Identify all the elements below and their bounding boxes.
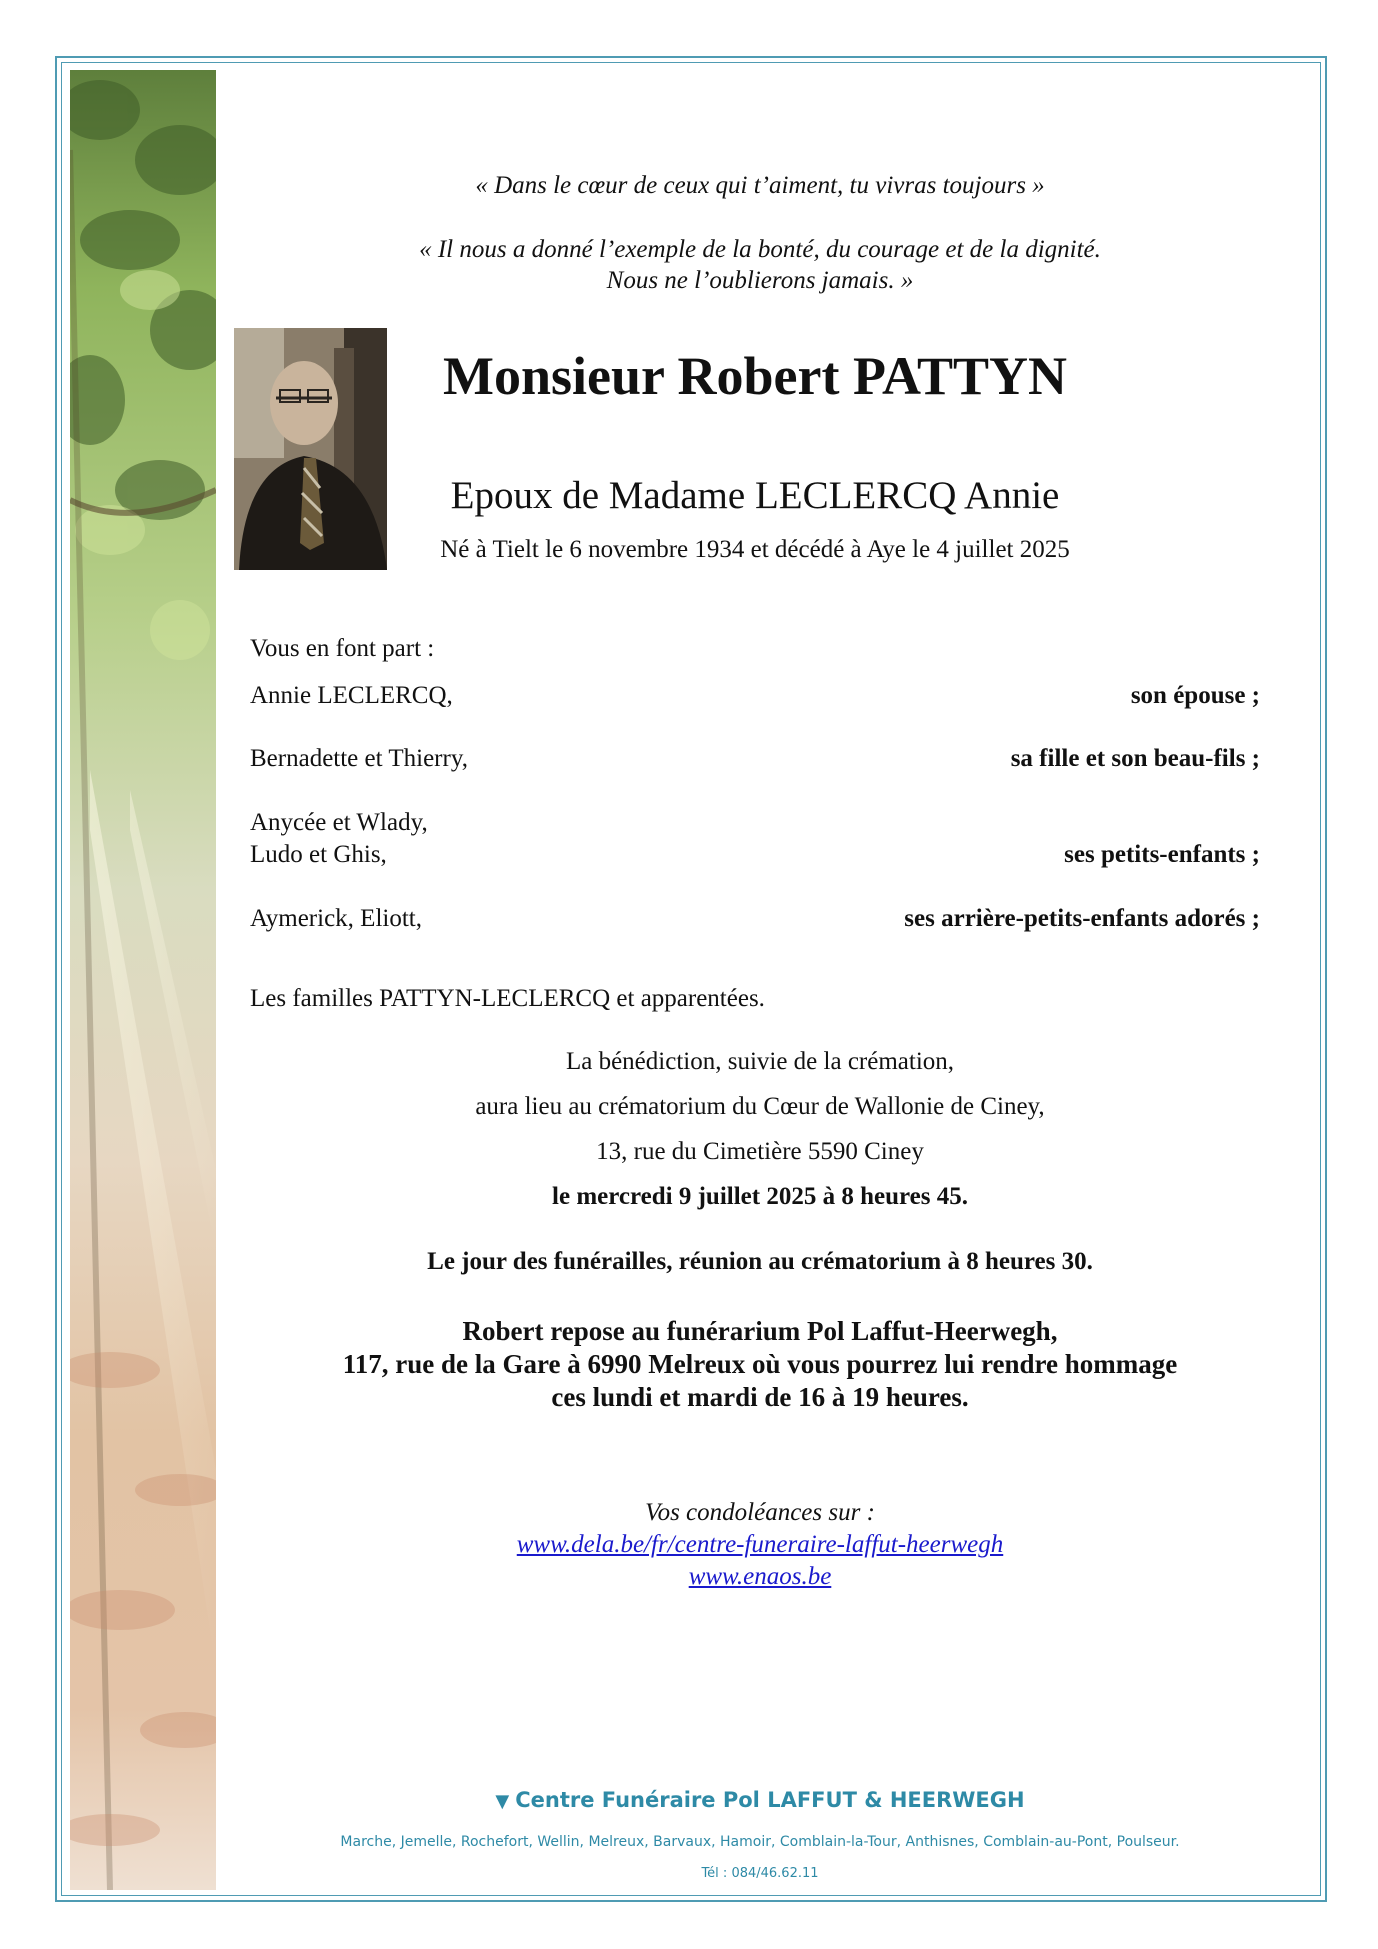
forest-path-image (70, 70, 216, 1890)
ceremony-line2: aura lieu au crématorium du Cœur de Wallonie de Ciney, (475, 1093, 1045, 1120)
family-member: Bernadette et Thierry, (250, 745, 468, 772)
spouse-line: Epoux de Madame LECLERCQ Annie (450, 474, 1060, 517)
condolences-block (250, 1497, 1270, 1593)
quote-one: « Dans le cœur de ceux qui t’aiment, tu vivras toujours » (475, 172, 1045, 199)
ceremony-line1: La bénédiction, suivie de la crémation, (565, 1048, 955, 1075)
family-row (250, 680, 1260, 712)
family-relation: sa fille et son beau-fils ; (1010, 745, 1260, 772)
family-row (250, 807, 1260, 871)
ceremony-address: 13, rue du Cimetière 5590 Ciney (596, 1138, 924, 1165)
funerarium-line1: Robert repose au funérarium Pol Laffut-Heerwegh, (462, 1316, 1058, 1346)
family-relation: ses arrière-petits-enfants adorés ; (904, 905, 1260, 932)
family-member-line2: Ludo et Ghis, (250, 841, 387, 868)
company-name: Centre Funéraire Pol LAFFUT & HEERWEGH (515, 1788, 1025, 1812)
funerarium-line2: 117, rue de la Gare à 6990 Melreux où vous pourrez lui rendre hommage (342, 1349, 1178, 1379)
quote-two (250, 234, 1270, 296)
dela-link[interactable]: www.dela.be/fr/centre-funeraire-laffut-heerwegh (516, 1531, 1004, 1558)
enaos-link[interactable]: www.enaos.be (688, 1563, 832, 1590)
funeral-home-locations: Marche, Jemelle, Rochefort, Wellin, Melreux, Barvaux, Hamoir, Comblain-la-Tour, Anthisnes, Comblain-au-Pont, Poulseur. (340, 1834, 1180, 1850)
meeting-info: Le jour des funérailles, réunion au crématorium à 8 heures 30. (427, 1248, 1093, 1275)
family-row (250, 743, 1260, 775)
funerarium-line3: ces lundi et mardi de 16 à 19 heures. (551, 1382, 969, 1412)
family-member (250, 807, 428, 871)
extended-families: Les familles PATTYN-LECLERCQ et apparentées. (250, 985, 765, 1012)
funerarium-info (250, 1315, 1270, 1414)
quote-two-line2: Nous ne l’oublierons jamais. » (606, 267, 914, 294)
family-row (250, 903, 1260, 935)
portrait-photo (234, 328, 387, 570)
condolences-label: Vos condoléances sur : (645, 1499, 875, 1526)
family-relation: son épouse ; (1130, 682, 1260, 709)
family-relation: ses petits-enfants ; (1064, 841, 1260, 868)
family-member-line1: Anycée et Wlady, (250, 809, 428, 836)
quote-two-line1: « Il nous a donné l’exemple de la bonté, du courage et de la dignité. (419, 236, 1101, 263)
announcement-intro: Vous en font part : (250, 635, 435, 662)
family-member: Annie LECLERCQ, (250, 682, 453, 709)
deceased-name: Monsieur Robert PATTYN (443, 346, 1067, 406)
funeral-home-name (280, 1788, 1240, 1812)
funeral-home-phone: Tél : 084/46.62.11 (701, 1866, 819, 1881)
triangle-down-icon: ▼ (495, 1791, 510, 1812)
birth-death-dates: Né à Tielt le 6 novembre 1934 et décédé à Aye le 4 juillet 2025 (440, 536, 1070, 563)
family-member: Aymerick, Eliott, (250, 905, 422, 932)
ceremony-datetime: le mercredi 9 juillet 2025 à 8 heures 45. (552, 1183, 968, 1210)
